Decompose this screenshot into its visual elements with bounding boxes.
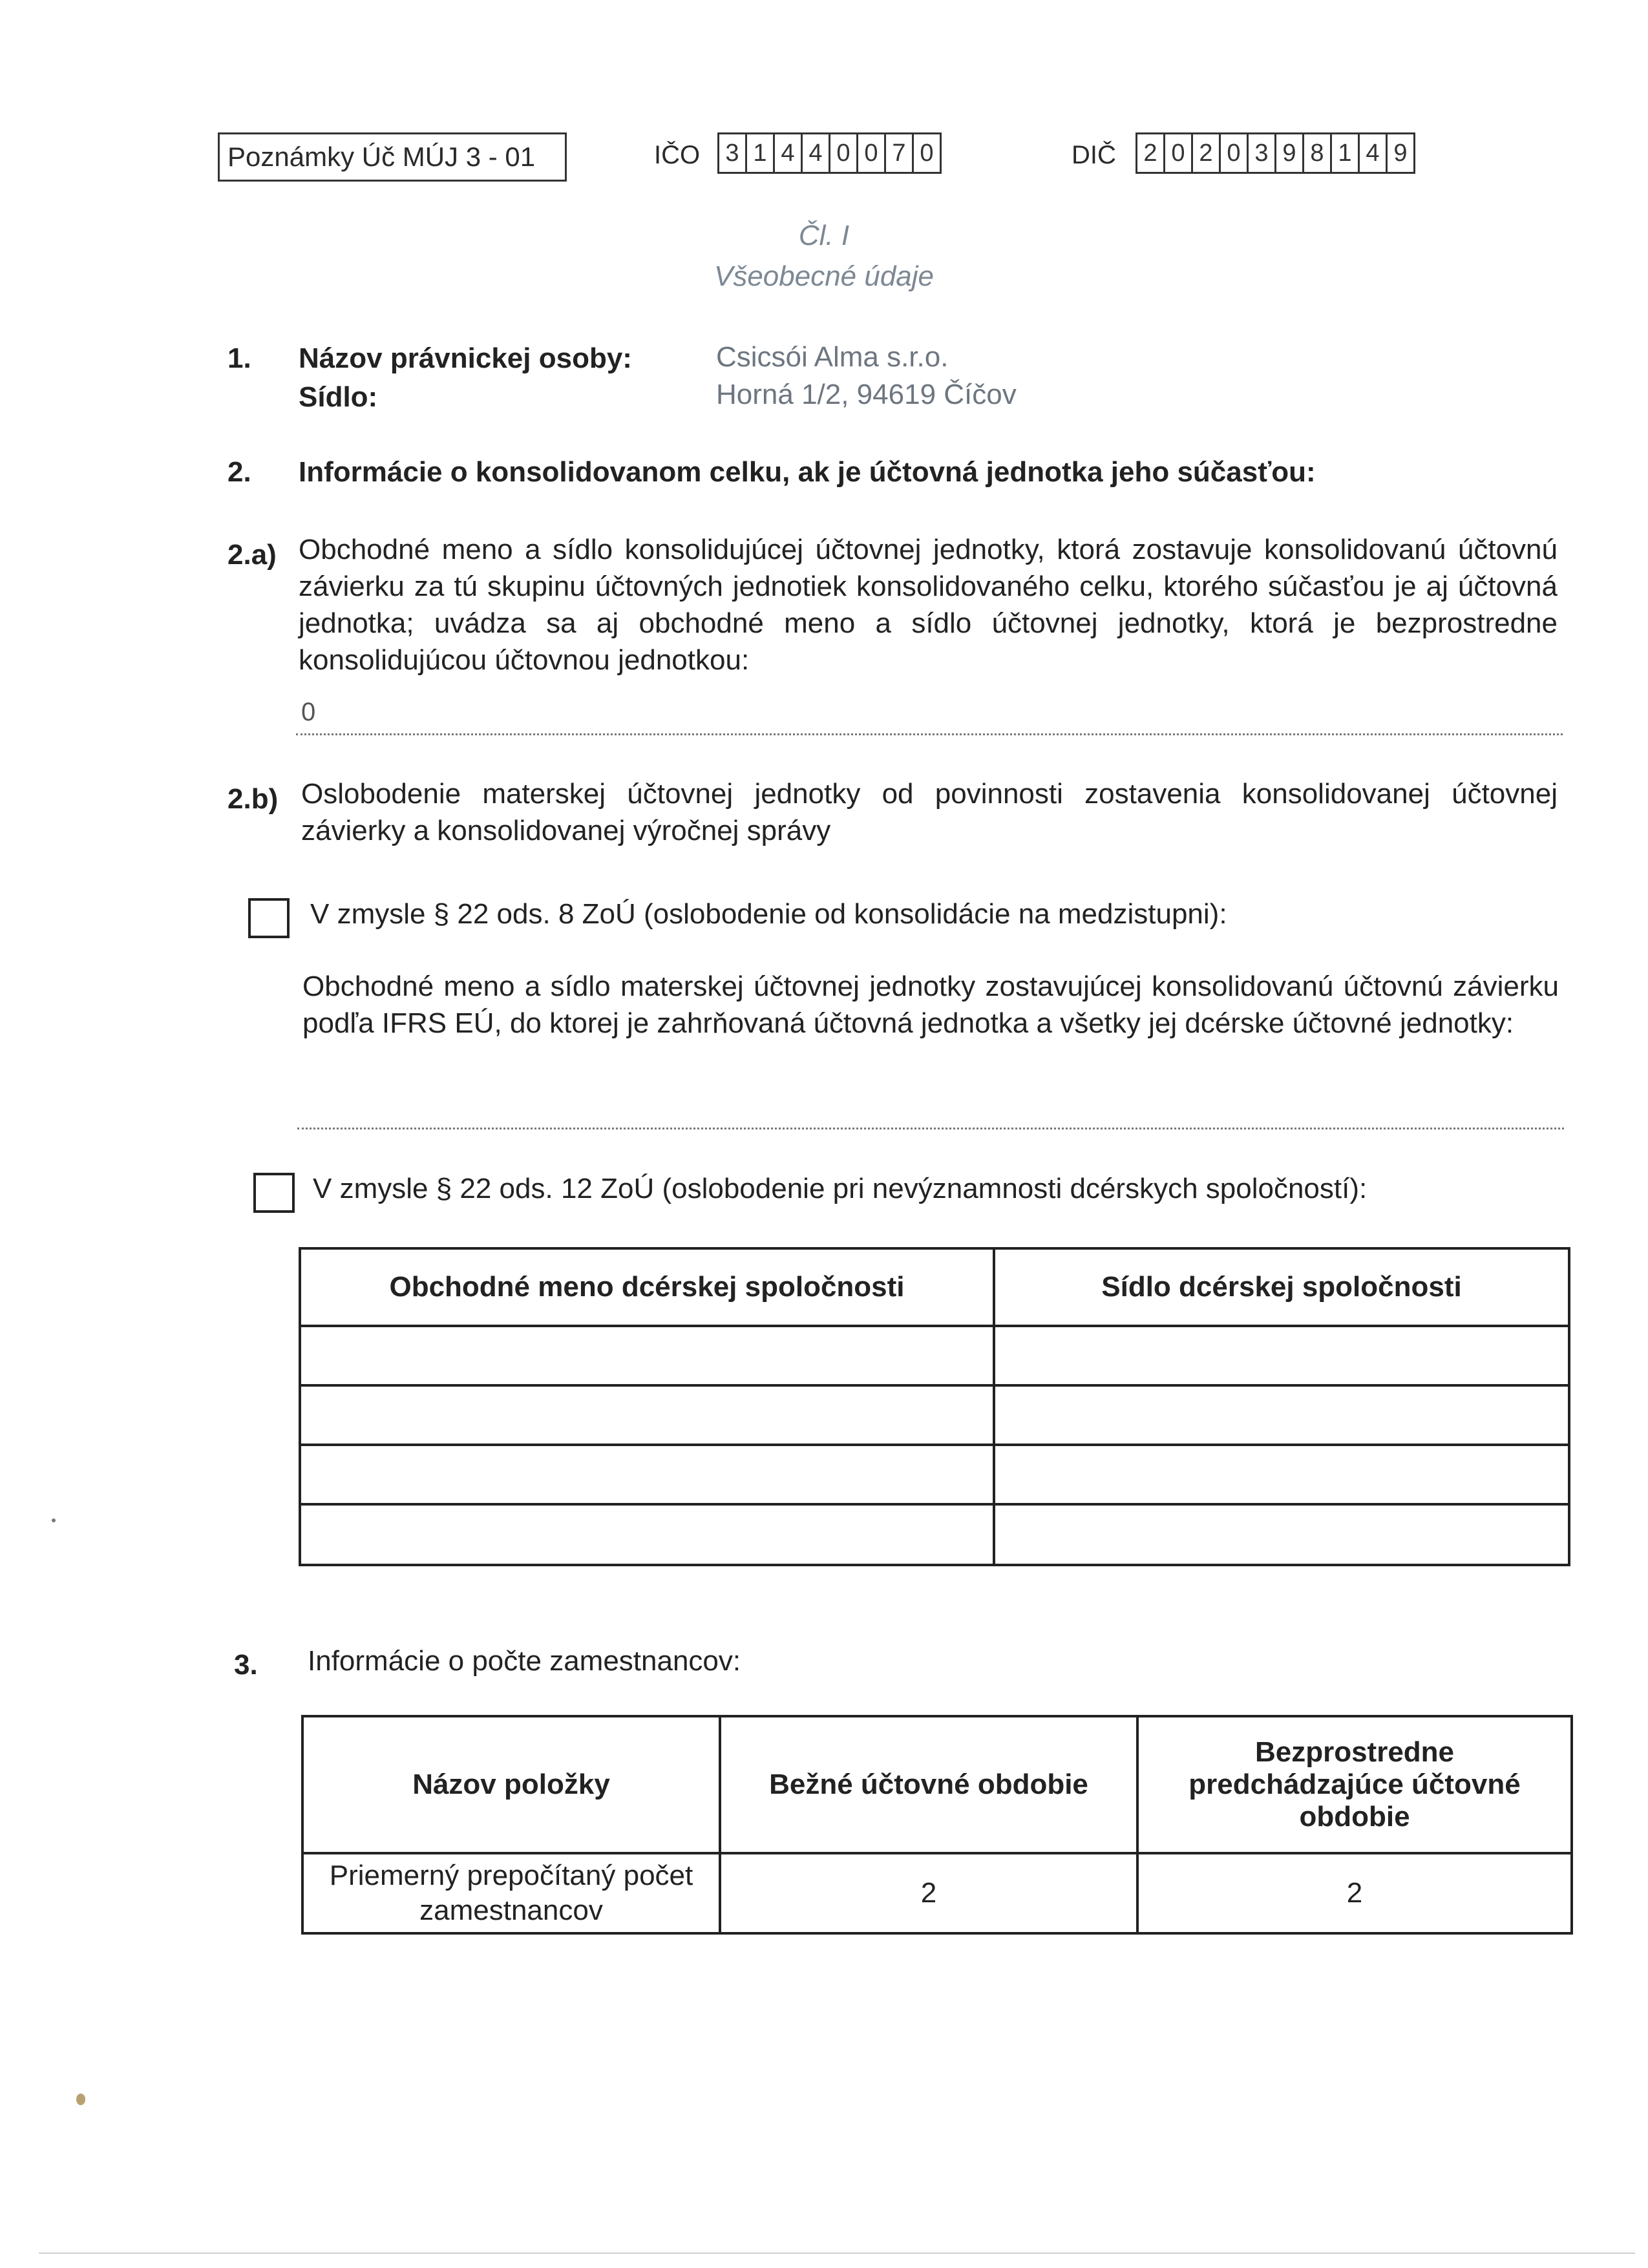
employee-count-current: 2 — [720, 1853, 1137, 1933]
scan-speck — [76, 2094, 85, 2105]
subsidiary-seat-header: Sídlo dcérskej spoločnosti — [994, 1248, 1569, 1326]
ico-digits — [717, 132, 942, 174]
ico-digit-box: 4 — [801, 132, 830, 174]
subsidiary-table — [299, 1247, 1570, 1566]
article-title: Všeobecné údaje — [713, 260, 935, 292]
entity-name-value: Csicsói Alma s.r.o. — [716, 341, 949, 373]
subsidiary-seat-cell[interactable] — [994, 1385, 1569, 1445]
dic-digit-box: 2 — [1191, 132, 1221, 174]
employee-count-previous: 2 — [1137, 1853, 1572, 1933]
parent-entity-text: Obchodné meno a sídlo materskej účtovnej jednotky zostavujúcej konsolidovanú účtovnú závierku podľa IFRS EÚ, do ktorej je zahrňovaná účtovná jednotka a všetky jej dcérske účtovné jednotky: — [302, 971, 1559, 1039]
dic-digit-box: 9 — [1386, 132, 1415, 174]
ico-digit-box: 0 — [912, 132, 942, 174]
table-row — [302, 1853, 1572, 1933]
previous-period-header: Bezprostredne predchádzajúce účtovné obdobie — [1137, 1716, 1572, 1853]
consolidating-entity-value: 0 — [301, 698, 316, 726]
table-row — [300, 1326, 1569, 1385]
section3-title: Informácie o počte zamestnancov: — [308, 1645, 741, 1677]
section2b-number: 2.b) — [227, 783, 279, 815]
seat-label: Sídlo: — [299, 381, 378, 413]
subsidiary-seat-cell[interactable] — [994, 1504, 1569, 1565]
ico-digit-box: 0 — [856, 132, 886, 174]
form-code-box — [218, 132, 567, 182]
table-row — [300, 1445, 1569, 1504]
section2a-number: 2.a) — [227, 539, 277, 571]
dic-label: DIČ — [1072, 141, 1116, 169]
entity-name-label: Názov právnickej osoby: — [299, 342, 632, 374]
dic-digit-box: 0 — [1219, 132, 1249, 174]
table-row — [300, 1385, 1569, 1445]
intermediate-exemption-checkbox[interactable] — [248, 898, 290, 938]
ico-digit-box: 0 — [829, 132, 858, 174]
article-number: Čl. I — [798, 220, 850, 251]
dic-digit-box: 3 — [1247, 132, 1276, 174]
insignificance-exemption-checkbox[interactable] — [253, 1173, 295, 1213]
subsidiary-name-cell[interactable] — [300, 1445, 994, 1504]
section1-number: 1. — [227, 342, 251, 374]
section2a-text: Obchodné meno a sídlo konsolidujúcej účtovnej jednotky, ktorá zostavuje konsolidovanú účtovnú závierku za tú skupinu účtovných jednotiek konsolidovaného celku, ktorého súčasťou je aj účtovná jednotka; uvádza sa aj obchodné meno a sídlo účtovnej jednotky, ktorá je bezprostredne konsolidujúcou účtovnou jednotkou: — [299, 534, 1558, 676]
table-row — [300, 1504, 1569, 1565]
dotted-line-2b — [297, 1128, 1564, 1129]
employee-count-item: Priemerný prepočítaný počet zamestnancov — [302, 1853, 720, 1933]
intermediate-exemption-label: V zmysle § 22 ods. 8 ZoÚ (oslobodenie od konsolidácie na medzistupni): — [310, 898, 1227, 930]
seat-value: Horná 1/2, 94619 Číčov — [716, 379, 1017, 410]
subsidiary-name-cell[interactable] — [300, 1326, 994, 1385]
subsidiary-name-header: Obchodné meno dcérskej spoločnosti — [300, 1248, 994, 1326]
insignificance-exemption-label: V zmysle § 22 ods. 12 ZoÚ (oslobodenie pri nevýznamnosti dcérskych spoločností): — [313, 1173, 1368, 1204]
dotted-line-2a — [296, 733, 1563, 735]
subsidiary-seat-cell[interactable] — [994, 1326, 1569, 1385]
scan-speck — [52, 1518, 56, 1522]
section2-title: Informácie o konsolidovanom celku, ak je účtovná jednotka jeho súčasťou: — [299, 456, 1316, 488]
current-period-header: Bežné účtovné obdobie — [720, 1716, 1137, 1853]
section2b-text: Oslobodenie materskej účtovnej jednotky od povinnosti zostavenia konsolidovanej účtovnej závierky a konsolidovanej výročnej správy — [301, 778, 1558, 846]
dic-digit-box: 8 — [1302, 132, 1332, 174]
scan-edge-line — [39, 2252, 1635, 2254]
ico-digit-box: 3 — [717, 132, 747, 174]
subsidiary-name-cell[interactable] — [300, 1385, 994, 1445]
form-code: Poznámky Úč MÚJ 3 - 01 — [227, 142, 536, 172]
subsidiary-name-cell[interactable] — [300, 1504, 994, 1565]
item-name-header: Názov položky — [302, 1716, 720, 1853]
ico-digit-box: 7 — [884, 132, 914, 174]
dic-digit-box: 9 — [1274, 132, 1304, 174]
ico-digit-box: 1 — [745, 132, 775, 174]
dic-digit-box: 0 — [1163, 132, 1193, 174]
dic-digit-box: 4 — [1358, 132, 1388, 174]
ico-label: IČO — [654, 141, 701, 169]
section3-number: 3. — [234, 1649, 258, 1681]
dic-digit-box: 1 — [1330, 132, 1360, 174]
ico-digit-box: 4 — [773, 132, 803, 174]
dic-digits — [1136, 132, 1415, 174]
employees-table — [301, 1715, 1573, 1935]
dic-digit-box: 2 — [1136, 132, 1165, 174]
section2-number: 2. — [227, 456, 251, 488]
subsidiary-seat-cell[interactable] — [994, 1445, 1569, 1504]
